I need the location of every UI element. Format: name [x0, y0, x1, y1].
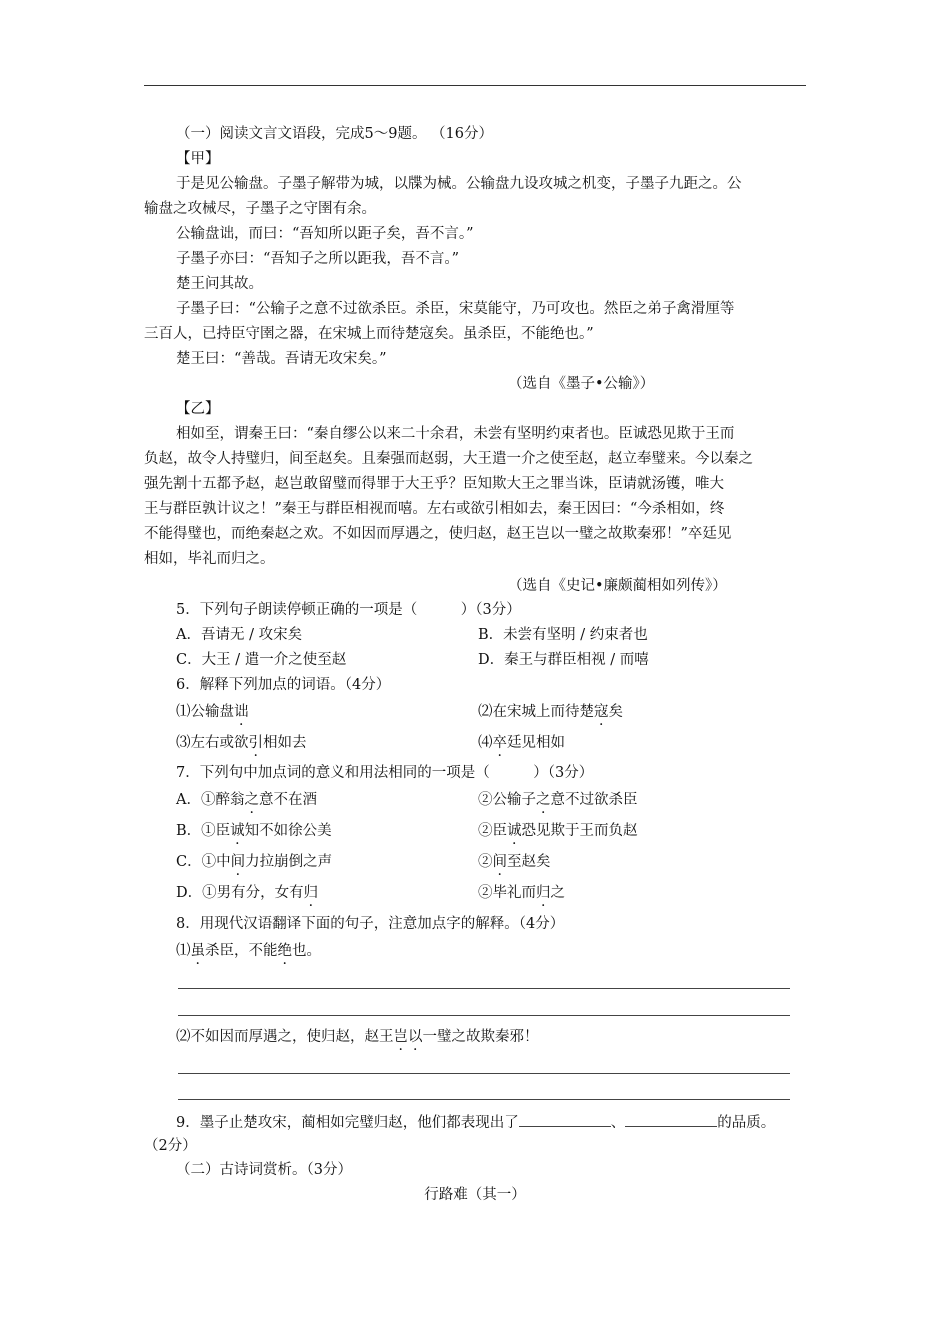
- dotted-char: 间: [492, 854, 507, 870]
- dotted-char: 诎: [234, 704, 249, 720]
- jia-p3: 子墨子亦曰：“吾知子之所以距我，吾不言。”: [176, 251, 460, 267]
- section2-heading: （二）古诗词赏析。（3分）: [176, 1162, 352, 1178]
- dotted-char: 之: [536, 792, 551, 808]
- jia-p1-line2: 输盘之攻械尽，子墨子之守圉有余。: [144, 201, 376, 217]
- yi-line-3: 强先割十五都予赵，赵岂敢留璧而得罪于大王乎？臣知欺大王之罪当诛，臣请就汤镬，唯大: [144, 476, 724, 492]
- answer-blank[interactable]: [519, 1112, 611, 1127]
- q5-option-b: B．未尝有坚明 / 约束者也: [478, 627, 648, 643]
- yi-line-2: 负赵，故令人持璧归，间至赵矣。且秦强而赵弱，大王遣一介之使至赵，赵立奉璧来。今以秦之: [144, 451, 753, 467]
- dotted-char: 绝: [277, 943, 292, 959]
- poem-title: 行路难（其一）: [424, 1187, 526, 1203]
- q7-option-c1: C．①中间力拉崩倒之声: [176, 854, 333, 870]
- dotted-char: 引: [248, 735, 263, 751]
- jia-p1-line1: 于是见公输盘。子墨子解带为城，以牒为械。公输盘九设攻城之机变，子墨子九距之。公: [176, 176, 742, 192]
- q5-option-d: D．秦王与群臣相视 / 而嘻: [478, 652, 649, 668]
- q7-option-a2: ②公输子之意不过欲杀臣: [478, 792, 638, 808]
- section1-heading: （一）阅读文言文语段，完成5～9题。 （16分）: [176, 126, 494, 142]
- yi-source: （选自《史记•廉颇蔺相如列传》）: [508, 578, 727, 594]
- q7-option-a1: A．①醉翁之意不在酒: [176, 792, 317, 808]
- q6-item-1: ⑴公输盘诎: [176, 704, 249, 720]
- q7-option-b1: B．①臣诚知不如徐公美: [176, 823, 332, 839]
- jia-p4: 楚王问其故。: [176, 276, 263, 292]
- yi-line-4: 王与群臣孰计议之！”秦王与群臣相视而嘻。左右或欲引相如去，秦王因曰：“今杀相如，终: [144, 501, 725, 517]
- q8-stem: 8．用现代汉语翻译下面的句子，注意加点字的解释。（4分）: [176, 916, 565, 932]
- dotted-char: 诚: [230, 823, 245, 839]
- answer-line[interactable]: [178, 1099, 790, 1100]
- q6-item-2: ⑵在宋城上而待楚寇矣: [478, 704, 623, 720]
- q5-stem: 5．下列句子朗读停顿正确的一项是（ ）（3分）: [176, 602, 521, 618]
- q9-line: 9．墨子止楚攻宋，蔺相如完璧归赵，他们都表现出了 、 的品质。: [176, 1112, 775, 1133]
- q5-option-a: A．吾请无 / 攻宋矣: [176, 627, 303, 643]
- jia-p2: 公输盘诎，而曰：“吾知所以距子矣，吾不言。”: [176, 226, 474, 242]
- jia-p5-line2: 三百人，已持臣守圉之器，在宋城上而待楚寇矣。虽杀臣，不能绝也。”: [144, 326, 594, 342]
- answer-line[interactable]: [178, 988, 790, 989]
- q7-option-c2: ②间至赵矣: [478, 854, 551, 870]
- dotted-char: 岂: [393, 1029, 408, 1045]
- q6-item-4: ⑷卒廷见相如: [478, 735, 565, 751]
- q8-sentence-1: ⑴虽杀臣，不能绝也。: [176, 943, 321, 959]
- dotted-char: 卒: [492, 735, 507, 751]
- yi-label: 【乙】: [176, 401, 220, 417]
- jia-label: 【甲】: [176, 151, 220, 167]
- dotted-char: 归: [303, 885, 319, 901]
- yi-line-6: 相如，毕礼而归之。: [144, 551, 275, 567]
- q9-score: （2分）: [144, 1138, 197, 1154]
- top-rule: [144, 85, 806, 86]
- jia-p6: 楚王曰：“善哉。吾请无攻宋矣。”: [176, 351, 387, 367]
- q5-option-c: C．大王 / 遣一介之使至赵: [176, 652, 347, 668]
- dotted-char: 之: [244, 792, 259, 808]
- dotted-char: 以: [408, 1029, 423, 1045]
- dotted-char: 间: [230, 854, 246, 870]
- q8-sentence-2: ⑵不如因而厚遇之，使归赵，赵王岂以一璧之故欺秦邪！: [176, 1029, 539, 1045]
- q7-option-d1: D．①男有分，女有归: [176, 885, 319, 901]
- q6-stem: 6．解释下列加点的词语。（4分）: [176, 677, 391, 693]
- q7-option-d2: ②毕礼而归之: [478, 885, 565, 901]
- q7-stem: 7．下列句中加点词的意义和用法相同的一项是（ ）（3分）: [176, 765, 594, 781]
- answer-line[interactable]: [178, 1073, 790, 1074]
- yi-line-1: 相如至，谓秦王曰：“秦自缪公以来二十余君，未尝有坚明约束者也。臣诚恐见欺于王而: [176, 426, 735, 442]
- yi-line-5: 不能得璧也，而绝秦赵之欢。不如因而厚遇之，使归赵，赵王岂以一璧之故欺秦邪！”卒廷见: [144, 526, 732, 542]
- answer-blank[interactable]: [625, 1112, 717, 1127]
- dotted-char: 虽: [190, 943, 205, 959]
- jia-p5-line1: 子墨子曰：“公输子之意不过欲杀臣。杀臣，宋莫能守，乃可攻也。然臣之弟子禽滑厘等: [176, 301, 735, 317]
- answer-line[interactable]: [178, 1015, 790, 1016]
- dotted-char: 归: [536, 885, 551, 901]
- q7-option-b2: ②臣诚恐见欺于王而负赵: [478, 823, 638, 839]
- dotted-char: 寇: [594, 704, 609, 720]
- q6-item-3: ⑶左右或欲引相如去: [176, 735, 307, 751]
- dotted-char: 诚: [507, 823, 522, 839]
- jia-source: （选自《墨子•公输》）: [508, 376, 655, 392]
